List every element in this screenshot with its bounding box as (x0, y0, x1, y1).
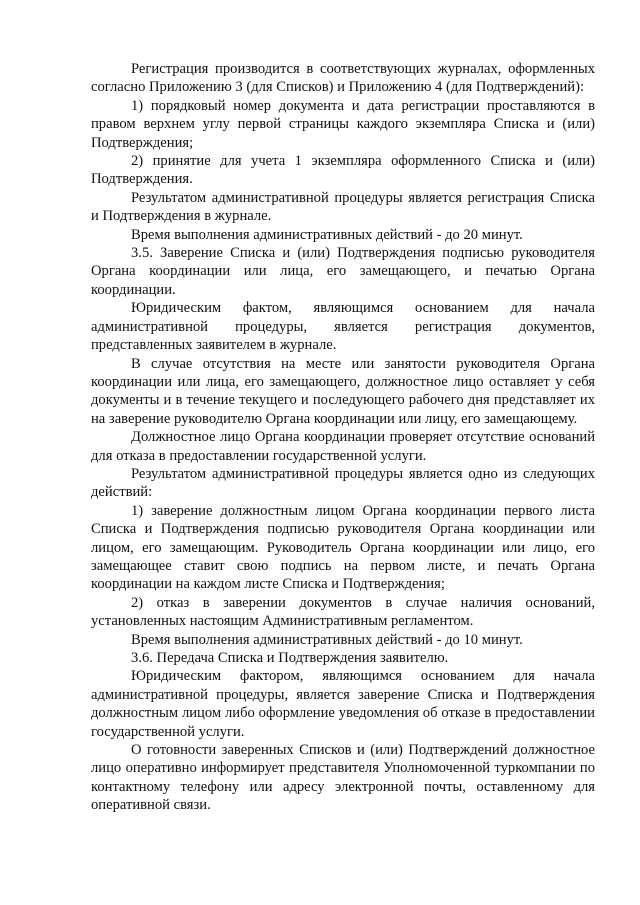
paragraph-legal-fact-registration: Юридическим фактом, являющимся основанием для начала административной процедуры, является регистрация документов, представленных заявителем в журнале. (91, 300, 595, 354)
paragraph-section-3-5: 3.5. Заверение Списка и (или) Подтверждения подписью руководителя Органа координации или лица, его замещающего, и печатью Органа координации. (91, 245, 595, 298)
paragraph-registration-journals: Регистрация производится в соответствующих журналах, оформленных согласно Приложению 3 (для Списков) и Приложению 4 (для Подтверждений): (91, 61, 595, 96)
paragraph-item-accept-copy: 2) принятие для учета 1 экземпляра оформленного Списка и (или) Подтверждения. (91, 153, 595, 188)
paragraph-time-10-min: Время выполнения административных действий - до 10 минут. (131, 631, 523, 648)
paragraph-time-20-min: Время выполнения административных действий - до 20 минут. (131, 226, 523, 243)
paragraph-absence-of-head: В случае отсутствия на месте или занятости руководителя Органа координации или лица, его замещающего, должностное лицо оставляет у себя документы и в течение текущего и последующего рабочего дня представляет их на заверение руководителю Органа координации или лицу, его замещающему. (91, 355, 595, 427)
paragraph-item-refusal: 2) отказ в заверении документов в случае наличия оснований, установленных настоящим Административным регламентом. (91, 594, 595, 630)
paragraph-item-certification: 1) заверение должностным лицом Органа координации первого листа Списка и Подтверждения подписью руководителя Органа координации или лицом, его замещающим. Руководитель Органа координации или лицо, его замещающее ставит свою подпись на первом листе, и печать Органа координации на каждом листе Списка и Подтверждения; (91, 502, 595, 593)
paragraph-legal-fact-certification: Юридическим фактором, являющимся основанием для начала административной процедуры, является заверение Списка и Подтверждения должностным лицом либо оформление уведомления об отказе в предоставлении государственной услуги. (91, 668, 595, 740)
paragraph-check-grounds: Должностное лицо Органа координации проверяет отсутствие оснований для отказа в предоставлении государственной услуги. (91, 429, 595, 464)
paragraph-result-actions: Результатом административной процедуры является одно из следующих действий: (91, 465, 595, 501)
document-page (91, 60, 595, 815)
paragraph-registration-result: Результатом административной процедуры является регистрация Списка и Подтверждения в журнале. (91, 189, 595, 225)
paragraph-item-registration-number: 1) порядковый номер документа и дата регистрации проставляются в правом верхнем углу первой страницы каждого экземпляра Списка и (или) Подтверждения; (91, 97, 595, 151)
paragraph-section-3-6: 3.6. Передача Списка и Подтверждения заявителю. (131, 650, 449, 666)
paragraph-readiness-notification: О готовности заверенных Списков и (или) Подтверждений должностное лицо оперативно информирует представителя Уполномоченной туркомпании по контактному телефону или адресу электронной почты, оставленному для оперативной связи. (91, 742, 595, 814)
